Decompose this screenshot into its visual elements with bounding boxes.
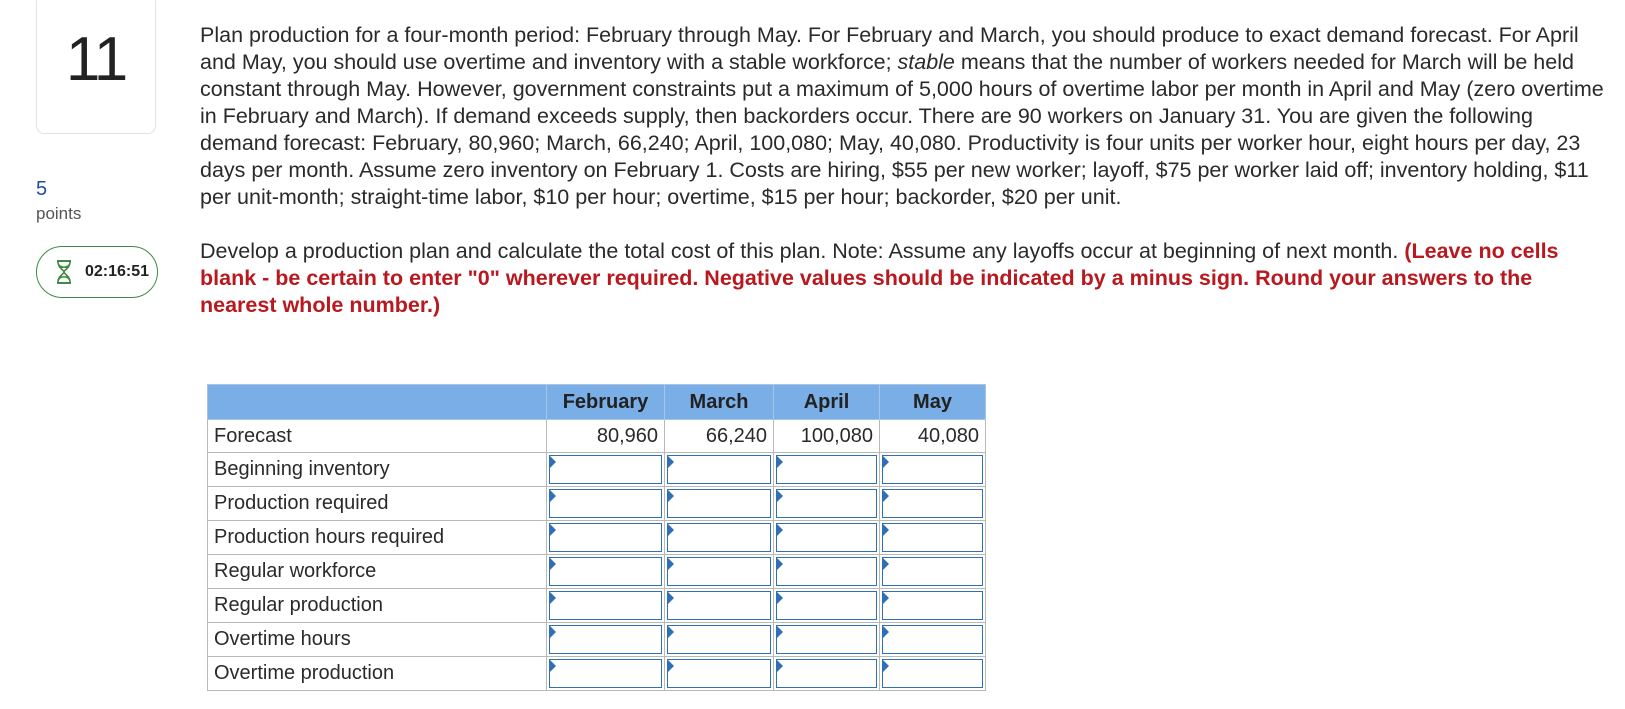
cell-april: [774, 453, 880, 487]
answer-input-april[interactable]: [776, 455, 877, 484]
answer-input-february[interactable]: [549, 591, 662, 620]
forecast-may: 40,080: [880, 420, 986, 453]
forecast-march: 66,240: [665, 420, 774, 453]
table-row: [208, 487, 986, 521]
forecast-april: 100,080: [774, 420, 880, 453]
timer-button[interactable]: [36, 246, 158, 298]
answer-input-may[interactable]: [882, 591, 983, 620]
table-row: [208, 657, 986, 691]
answer-input-march[interactable]: [667, 591, 771, 620]
cell-march: [665, 555, 774, 589]
header-february: February: [547, 385, 665, 420]
answer-input-february[interactable]: [549, 659, 662, 688]
table-row: [208, 521, 986, 555]
answer-input-april[interactable]: [776, 557, 877, 586]
cell-march: [665, 657, 774, 691]
header-april: April: [774, 385, 880, 420]
cell-march: [665, 521, 774, 555]
cell-april: [774, 555, 880, 589]
row-label: Overtime hours: [208, 623, 547, 657]
problem-intro: Plan production for a four-month period: February through May. For February and March, you should produce to exact demand forecast. For April and May, you should use overtime and inventory with a stable workforce; stable means that the number of workers needed for March will be held constant through May. However, government constraints put a maximum of 5,000 hours of overtime labor per month in April and May (zero overtime in February and March). If demand exceeds supply, then backorders occur. There are 90 workers on January 31. You are given the following demand forecast: February, 80,960; March, 66,240; April, 100,080; May, 40,080. Productivity is four units per worker hour, eight hours per day, 23 days per month. Assume zero inventory on February 1. Costs are hiring, $55 per new worker; layoff, $75 per worker laid off; inventory holding, $11 per unit-month; straight-time labor, $10 per hour; overtime, $15 per hour; backorder, $20 per unit.: [200, 23, 1604, 209]
answer-input-may[interactable]: [882, 523, 983, 552]
points-value: 5: [36, 178, 48, 200]
answer-input-may[interactable]: [882, 659, 983, 688]
table-row-forecast: [208, 420, 986, 453]
answer-input-march[interactable]: [667, 523, 771, 552]
cell-may: [880, 487, 986, 521]
table-row: [208, 589, 986, 623]
row-label: Production hours required: [208, 521, 547, 555]
cell-may: [880, 521, 986, 555]
cell-march: [665, 589, 774, 623]
cell-february: [547, 487, 665, 521]
answer-input-april[interactable]: [776, 489, 877, 518]
answer-input-may[interactable]: [882, 455, 983, 484]
timer-text: 02:16:51: [85, 263, 150, 280]
table-header-row: [208, 385, 986, 420]
cell-february: [547, 623, 665, 657]
answer-input-may[interactable]: [882, 489, 983, 518]
problem-instruction: Develop a production plan and calculate the total cost of this plan. Note: Assume any layoffs occur at beginning of next month. (Leave no cells blank - be certain to enter "0" wherever required. Negative values should be indicated by a minus sign. Round your answers to the nearest whole number.): [200, 239, 1559, 317]
answer-input-march[interactable]: [667, 659, 771, 688]
production-plan-table: [207, 384, 986, 691]
cell-april: [774, 521, 880, 555]
points-label: points: [36, 204, 82, 223]
answer-input-april[interactable]: [776, 523, 877, 552]
row-label: Production required: [208, 487, 547, 521]
answer-input-march[interactable]: [667, 455, 771, 484]
table-row: [208, 623, 986, 657]
cell-may: [880, 453, 986, 487]
header-march: March: [665, 385, 774, 420]
row-label: Forecast: [208, 420, 547, 453]
answer-input-february[interactable]: [549, 625, 662, 654]
problem-statement: [200, 22, 1610, 319]
cell-february: [547, 555, 665, 589]
hourglass-icon: [55, 260, 73, 284]
cell-march: [665, 623, 774, 657]
row-label: Beginning inventory: [208, 453, 547, 487]
cell-may: [880, 657, 986, 691]
answer-input-may[interactable]: [882, 557, 983, 586]
cell-february: [547, 589, 665, 623]
answer-input-february[interactable]: [549, 455, 662, 484]
answer-input-april[interactable]: [776, 625, 877, 654]
forecast-february: 80,960: [547, 420, 665, 453]
cell-february: [547, 453, 665, 487]
cell-may: [880, 555, 986, 589]
cell-may: [880, 589, 986, 623]
cell-march: [665, 453, 774, 487]
cell-february: [547, 657, 665, 691]
row-label: Regular workforce: [208, 555, 547, 589]
cell-march: [665, 487, 774, 521]
instruction-note: (Leave no cells blank - be certain to enter "0" wherever required. Negative values should be indicated by a minus sign. Round your answers to the nearest whole number.): [200, 239, 1559, 317]
cell-april: [774, 589, 880, 623]
answer-input-march[interactable]: [667, 625, 771, 654]
answer-input-february[interactable]: [549, 557, 662, 586]
cell-april: [774, 487, 880, 521]
cell-april: [774, 623, 880, 657]
answer-input-february[interactable]: [549, 523, 662, 552]
table-row: [208, 453, 986, 487]
answer-input-march[interactable]: [667, 557, 771, 586]
question-number: 11: [65, 25, 127, 94]
answer-input-february[interactable]: [549, 489, 662, 518]
answer-input-april[interactable]: [776, 591, 877, 620]
cell-april: [774, 657, 880, 691]
answer-input-march[interactable]: [667, 489, 771, 518]
cell-may: [880, 623, 986, 657]
answer-input-may[interactable]: [882, 625, 983, 654]
header-blank: [208, 385, 547, 420]
cell-february: [547, 521, 665, 555]
question-number-card: [36, 0, 156, 134]
answer-input-april[interactable]: [776, 659, 877, 688]
header-may: May: [880, 385, 986, 420]
row-label: Overtime production: [208, 657, 547, 691]
table-row: [208, 555, 986, 589]
row-label: Regular production: [208, 589, 547, 623]
